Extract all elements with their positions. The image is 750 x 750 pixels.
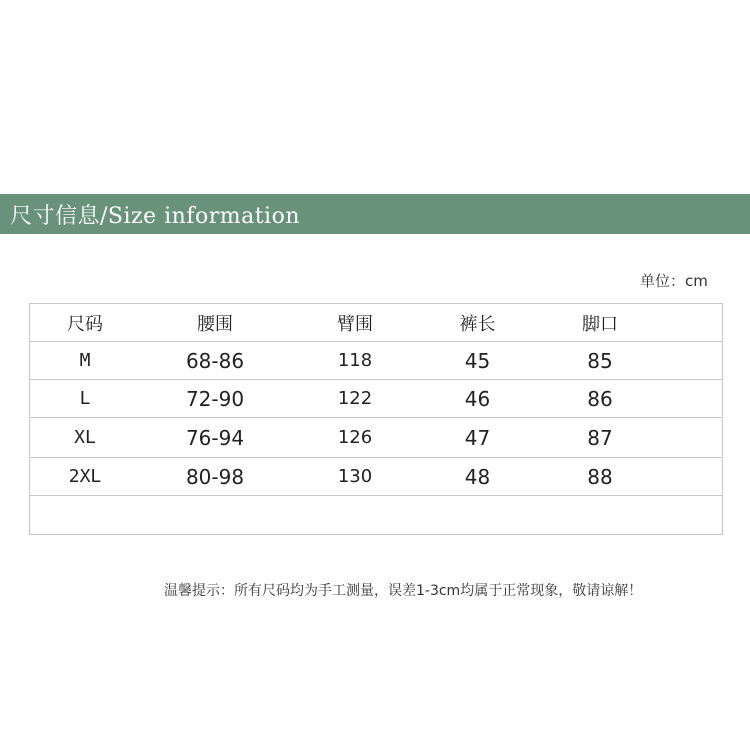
unit-label: 单位：cm [640,272,708,290]
cell-arm: 118 [337,350,373,371]
cell-hem: 85 [587,348,613,373]
cell-size: 2XL [68,466,102,487]
cell-arm: 122 [337,388,373,409]
cell-arm: 130 [337,466,373,487]
cell-length: 48 [464,464,491,489]
table-row [30,418,722,458]
cell-waist: 80-98 [185,464,245,489]
section-banner [0,194,750,234]
cell-arm: 126 [337,427,373,448]
section-title: 尺寸信息/Size information [10,203,301,229]
cell-length: 46 [464,386,491,411]
cell-size: L [79,388,91,409]
cell-hem: 86 [587,386,613,411]
cell-size: XL [74,427,96,448]
cell-length: 47 [464,425,491,450]
cell-waist: 68-86 [185,348,245,373]
cell-hem: 88 [587,464,613,489]
header-arm: 臂围 [337,313,373,335]
header-waist: 腰围 [197,313,233,335]
cell-waist: 76-94 [185,425,245,450]
cell-length: 45 [464,348,491,373]
header-hem: 脚口 [582,313,618,335]
cell-hem: 87 [587,425,613,450]
table-row [30,458,722,496]
cell-size: M [79,350,91,371]
header-length: 裤长 [459,313,496,335]
header-size: 尺码 [67,313,103,335]
empty-table-row [30,496,722,534]
cell-waist: 72-90 [185,386,245,411]
measurement-note: 温馨提示：所有尺码均为手工测量，误差1-3cm均属于正常现象，敬请谅解！ [164,583,643,599]
size-table [29,303,723,535]
table-row [30,380,722,418]
table-row [30,342,722,380]
table-header-row [30,304,722,342]
